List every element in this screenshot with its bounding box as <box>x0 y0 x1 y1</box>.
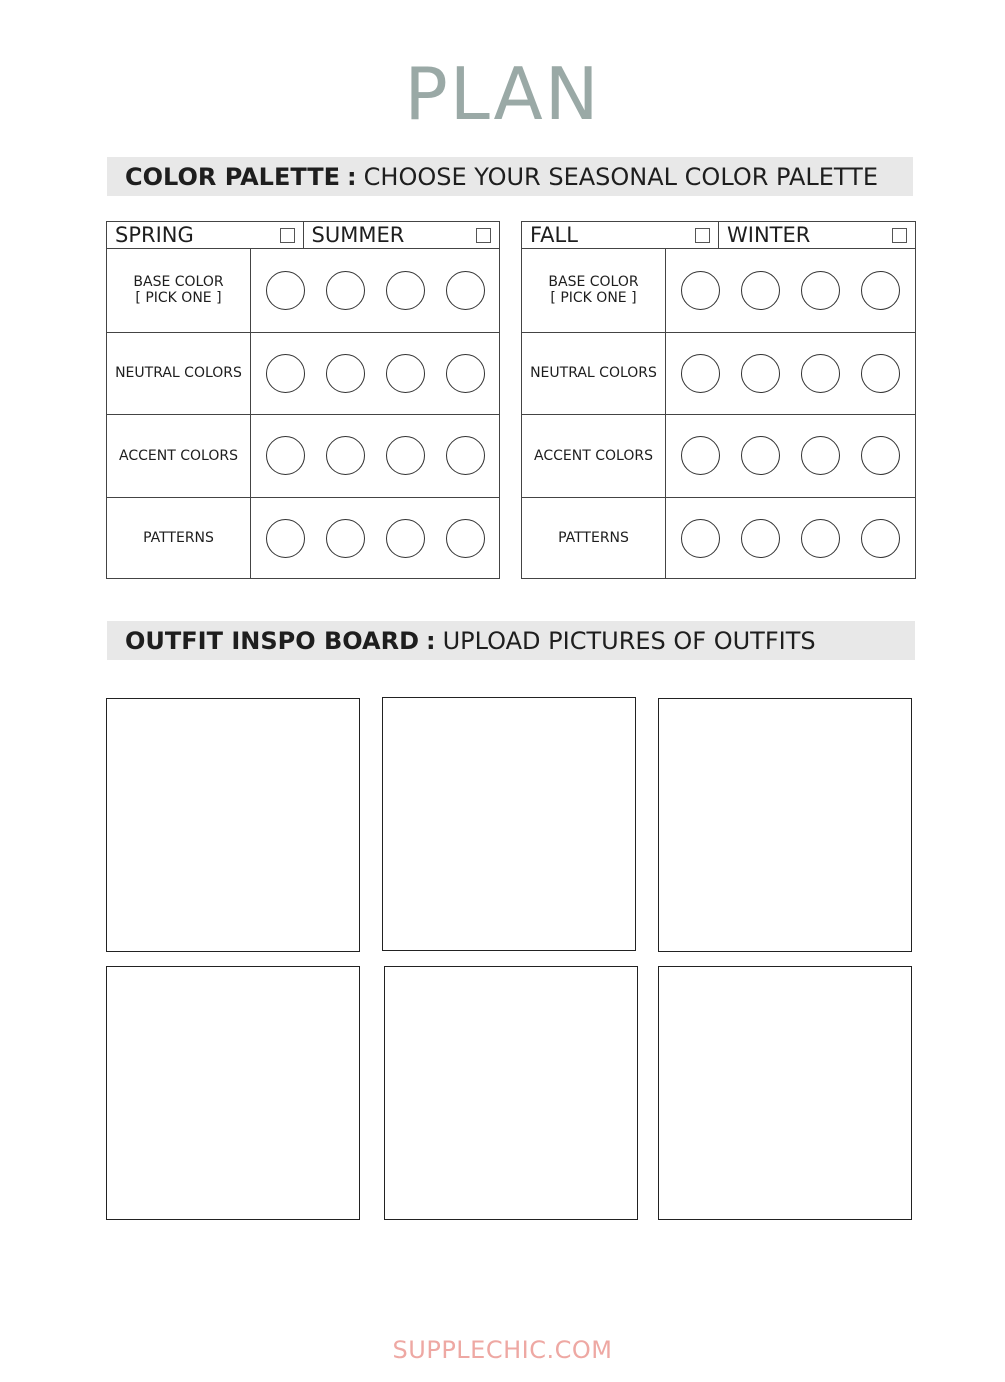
row-label <box>107 249 251 332</box>
swatch-circles <box>666 249 915 332</box>
row-label <box>522 333 666 415</box>
color-swatch-circle[interactable] <box>386 271 425 310</box>
row-label-line1: PATTERNS <box>143 530 214 547</box>
color-swatch-circle[interactable] <box>386 354 425 393</box>
color-swatch-circle[interactable] <box>446 436 485 475</box>
palette-table-spring-summer <box>106 221 500 579</box>
season-header <box>522 222 915 249</box>
color-swatch-circle[interactable] <box>801 436 840 475</box>
color-swatch-circle[interactable] <box>266 519 305 558</box>
palette-row-patterns <box>107 497 499 580</box>
row-label-line1: BASE COLOR <box>133 274 224 291</box>
color-swatch-circle[interactable] <box>801 271 840 310</box>
color-swatch-circle[interactable] <box>741 354 780 393</box>
footer-website: SUPPLECHIC.COM <box>392 1336 613 1364</box>
inspo-board-heading-subtitle: UPLOAD PICTURES OF OUTFITS <box>442 626 816 655</box>
row-label-line1: NEUTRAL COLORS <box>115 365 242 382</box>
swatch-circles <box>251 415 499 497</box>
color-swatch-circle[interactable] <box>446 519 485 558</box>
outfit-photo-box[interactable] <box>382 697 636 951</box>
color-palette-heading-bold: COLOR PALETTE <box>125 162 341 191</box>
swatch-circles <box>251 333 499 415</box>
color-swatch-circle[interactable] <box>681 354 720 393</box>
color-swatch-circle[interactable] <box>326 354 365 393</box>
page-title: PLAN <box>404 52 601 136</box>
spring-checkbox[interactable] <box>280 228 295 243</box>
outfit-photo-box[interactable] <box>384 966 638 1220</box>
color-swatch-circle[interactable] <box>326 436 365 475</box>
row-label-line1: BASE COLOR <box>548 274 639 291</box>
row-label <box>107 498 251 580</box>
palette-table-fall-winter <box>521 221 916 579</box>
swatch-circles <box>666 333 915 415</box>
color-swatch-circle[interactable] <box>326 271 365 310</box>
row-label-line2: [ PICK ONE ] <box>550 290 637 307</box>
color-swatch-circle[interactable] <box>266 436 305 475</box>
season-label-spring: SPRING <box>115 223 194 247</box>
color-swatch-circle[interactable] <box>681 436 720 475</box>
row-label-line1: ACCENT COLORS <box>119 447 238 464</box>
row-label-line2: [ PICK ONE ] <box>135 290 222 307</box>
color-swatch-circle[interactable] <box>386 436 425 475</box>
outfit-photo-box[interactable] <box>658 698 912 952</box>
palette-row-accent-colors <box>522 414 915 497</box>
palette-row-base-color <box>107 249 499 332</box>
palette-row-neutral-colors <box>522 332 915 415</box>
color-palette-heading-separator: : <box>347 162 357 191</box>
row-label-line1: ACCENT COLORS <box>534 447 653 464</box>
swatch-circles <box>251 249 499 332</box>
color-swatch-circle[interactable] <box>741 519 780 558</box>
row-label <box>522 415 666 497</box>
outfit-photo-box[interactable] <box>658 966 912 1220</box>
row-label-line1: PATTERNS <box>558 530 629 547</box>
color-palette-heading-subtitle: CHOOSE YOUR SEASONAL COLOR PALETTE <box>363 162 878 191</box>
color-swatch-circle[interactable] <box>861 271 900 310</box>
color-swatch-circle[interactable] <box>326 519 365 558</box>
inspo-board-heading <box>107 621 915 660</box>
color-swatch-circle[interactable] <box>681 519 720 558</box>
season-option-spring <box>107 222 303 248</box>
outfit-photo-box[interactable] <box>106 698 360 952</box>
row-label <box>522 249 666 332</box>
swatch-circles <box>251 498 499 580</box>
color-swatch-circle[interactable] <box>446 354 485 393</box>
row-label <box>107 415 251 497</box>
color-swatch-circle[interactable] <box>386 519 425 558</box>
season-label-summer: SUMMER <box>311 223 405 247</box>
color-swatch-circle[interactable] <box>266 271 305 310</box>
winter-checkbox[interactable] <box>892 228 907 243</box>
row-label-line1: NEUTRAL COLORS <box>530 365 657 382</box>
color-swatch-circle[interactable] <box>801 354 840 393</box>
row-label <box>107 333 251 415</box>
color-swatch-circle[interactable] <box>801 519 840 558</box>
fall-checkbox[interactable] <box>695 228 710 243</box>
color-swatch-circle[interactable] <box>741 436 780 475</box>
outfit-photo-box[interactable] <box>106 966 360 1220</box>
season-label-winter: WINTER <box>727 223 811 247</box>
color-swatch-circle[interactable] <box>861 436 900 475</box>
color-swatch-circle[interactable] <box>266 354 305 393</box>
inspo-board-heading-separator: : <box>426 626 436 655</box>
season-header <box>107 222 499 249</box>
summer-checkbox[interactable] <box>476 228 491 243</box>
season-option-winter <box>718 222 915 248</box>
row-label <box>522 498 666 580</box>
season-label-fall: FALL <box>530 223 578 247</box>
palette-row-accent-colors <box>107 414 499 497</box>
season-option-fall <box>522 222 718 248</box>
color-swatch-circle[interactable] <box>861 519 900 558</box>
inspo-board-heading-bold: OUTFIT INSPO BOARD <box>125 626 419 655</box>
color-swatch-circle[interactable] <box>861 354 900 393</box>
swatch-circles <box>666 498 915 580</box>
palette-row-patterns <box>522 497 915 580</box>
swatch-circles <box>666 415 915 497</box>
palette-row-base-color <box>522 249 915 332</box>
palette-row-neutral-colors <box>107 332 499 415</box>
color-swatch-circle[interactable] <box>446 271 485 310</box>
color-palette-heading <box>107 157 913 196</box>
color-swatch-circle[interactable] <box>681 271 720 310</box>
season-option-summer <box>303 222 500 248</box>
color-swatch-circle[interactable] <box>741 271 780 310</box>
